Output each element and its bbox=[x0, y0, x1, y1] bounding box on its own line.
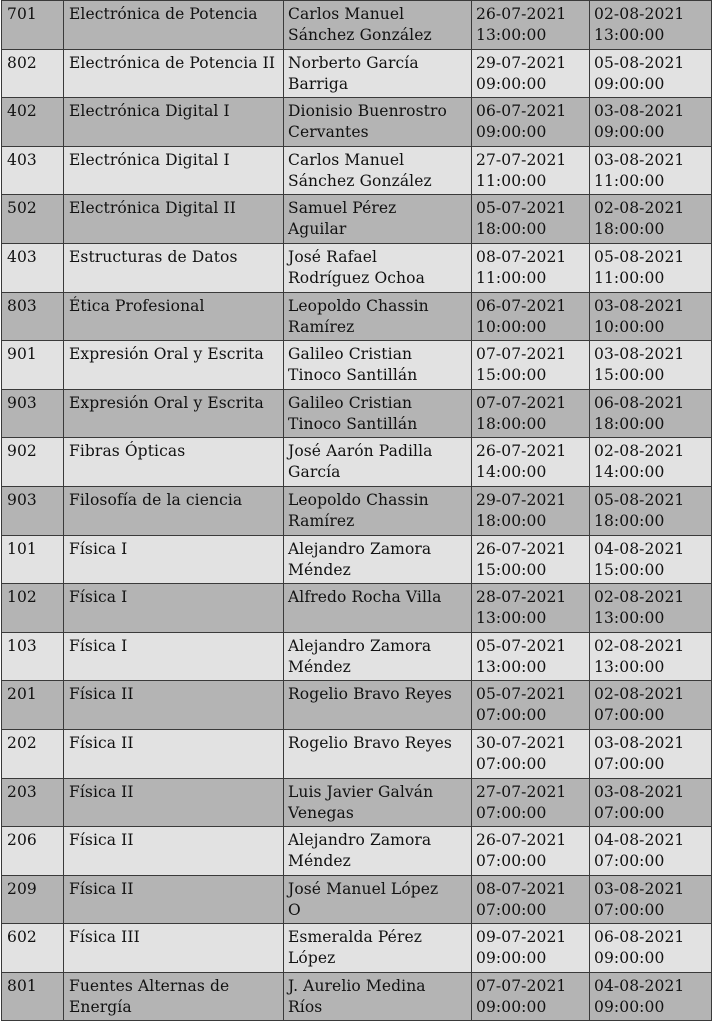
teacher-cell bbox=[284, 243, 472, 292]
end-date: 03-08-2021 bbox=[594, 296, 685, 315]
end-date: 05-08-2021 bbox=[594, 490, 685, 509]
subject-cell bbox=[64, 49, 284, 98]
subject-name: Electrónica Digital I bbox=[69, 150, 230, 169]
table-row bbox=[2, 875, 712, 924]
table-row bbox=[2, 341, 712, 390]
end-time: 09:00:00 bbox=[594, 949, 665, 968]
subject-name: Expresión Oral y Escrita bbox=[69, 345, 264, 364]
subject-name: Fuentes Alternas de Energía bbox=[69, 976, 230, 1016]
start-time: 07:00:00 bbox=[476, 852, 547, 871]
subject-cell bbox=[64, 875, 284, 924]
teacher-cell bbox=[284, 535, 472, 584]
group-number: 502 bbox=[7, 199, 37, 218]
group-number: 103 bbox=[7, 636, 37, 655]
teacher-cell bbox=[284, 924, 472, 973]
start-time: 09:00:00 bbox=[476, 74, 547, 93]
teacher-cell bbox=[284, 195, 472, 244]
group-cell bbox=[2, 875, 64, 924]
subject-name: Electrónica Digital I bbox=[69, 102, 230, 121]
teacher-name-line2: O bbox=[288, 900, 301, 919]
subject-cell bbox=[64, 389, 284, 438]
start-time: 18:00:00 bbox=[476, 414, 547, 433]
teacher-name-line2: Ramírez bbox=[288, 317, 355, 336]
group-number: 206 bbox=[7, 831, 37, 850]
subject-cell bbox=[64, 98, 284, 147]
teacher-name-line1: J. Aurelio Medina bbox=[288, 976, 426, 995]
teacher-name-line1: Galileo Cristian bbox=[288, 345, 413, 364]
table-row bbox=[2, 729, 712, 778]
teacher-name-line1: Alejandro Zamora bbox=[288, 539, 432, 558]
end-date: 04-08-2021 bbox=[594, 539, 685, 558]
group-cell bbox=[2, 292, 64, 341]
teacher-name-line2: Sánchez González bbox=[288, 171, 432, 190]
teacher-name-line2: Ríos bbox=[288, 997, 323, 1016]
start-date: 29-07-2021 bbox=[476, 53, 567, 72]
table-row bbox=[2, 778, 712, 827]
table-row bbox=[2, 98, 712, 147]
end-datetime-cell bbox=[590, 875, 712, 924]
end-datetime-cell bbox=[590, 292, 712, 341]
teacher-cell bbox=[284, 584, 472, 633]
start-date: 07-07-2021 bbox=[476, 393, 567, 412]
group-number: 202 bbox=[7, 733, 37, 752]
group-cell bbox=[2, 49, 64, 98]
group-cell bbox=[2, 1, 64, 50]
table-row bbox=[2, 681, 712, 730]
subject-name: Física II bbox=[69, 831, 134, 850]
end-datetime-cell bbox=[590, 438, 712, 487]
start-datetime-cell bbox=[472, 341, 590, 390]
table-row bbox=[2, 195, 712, 244]
teacher-name-line1: Esmeralda Pérez bbox=[288, 928, 422, 947]
start-datetime-cell bbox=[472, 146, 590, 195]
group-cell bbox=[2, 972, 64, 1021]
teacher-cell bbox=[284, 146, 472, 195]
start-datetime-cell bbox=[472, 195, 590, 244]
table-row bbox=[2, 584, 712, 633]
end-date: 02-08-2021 bbox=[594, 199, 685, 218]
end-date: 03-08-2021 bbox=[594, 782, 685, 801]
table-row bbox=[2, 632, 712, 681]
group-number: 901 bbox=[7, 345, 37, 364]
group-cell bbox=[2, 584, 64, 633]
end-time: 15:00:00 bbox=[594, 560, 665, 579]
end-datetime-cell bbox=[590, 1, 712, 50]
end-date: 02-08-2021 bbox=[594, 5, 685, 23]
teacher-name-line2: García bbox=[288, 463, 341, 482]
subject-name: Física I bbox=[69, 636, 128, 655]
start-datetime-cell bbox=[472, 49, 590, 98]
teacher-name-line1: José Aarón Padilla bbox=[288, 442, 433, 461]
start-time: 09:00:00 bbox=[476, 997, 547, 1016]
table-row bbox=[2, 389, 712, 438]
table-row bbox=[2, 49, 712, 98]
start-time: 07:00:00 bbox=[476, 900, 547, 919]
subject-name: Fibras Ópticas bbox=[69, 442, 186, 461]
teacher-name-line1: Leopoldo Chassin bbox=[288, 490, 429, 509]
teacher-name-line2: Cervantes bbox=[288, 123, 369, 142]
start-time: 13:00:00 bbox=[476, 609, 547, 628]
start-datetime-cell bbox=[472, 875, 590, 924]
table-row bbox=[2, 243, 712, 292]
start-date: 26-07-2021 bbox=[476, 5, 567, 23]
subject-cell bbox=[64, 1, 284, 50]
group-cell bbox=[2, 438, 64, 487]
teacher-name-line2: Ramírez bbox=[288, 511, 355, 530]
start-date: 09-07-2021 bbox=[476, 928, 567, 947]
teacher-name-line1: Alfredo Rocha Villa bbox=[288, 588, 442, 607]
end-time: 07:00:00 bbox=[594, 706, 665, 725]
end-date: 03-08-2021 bbox=[594, 733, 685, 752]
group-cell bbox=[2, 486, 64, 535]
end-time: 13:00:00 bbox=[594, 657, 665, 676]
subject-cell bbox=[64, 243, 284, 292]
start-time: 13:00:00 bbox=[476, 657, 547, 676]
end-time: 10:00:00 bbox=[594, 317, 665, 336]
subject-cell bbox=[64, 778, 284, 827]
group-cell bbox=[2, 924, 64, 973]
subject-cell bbox=[64, 292, 284, 341]
teacher-name-line1: Carlos Manuel bbox=[288, 5, 405, 23]
end-time: 11:00:00 bbox=[594, 171, 665, 190]
group-number: 903 bbox=[7, 393, 37, 412]
group-number: 903 bbox=[7, 490, 37, 509]
teacher-cell bbox=[284, 827, 472, 876]
group-cell bbox=[2, 632, 64, 681]
teacher-name-line1: Samuel Pérez bbox=[288, 199, 397, 218]
start-date: 26-07-2021 bbox=[476, 442, 567, 461]
end-datetime-cell bbox=[590, 98, 712, 147]
teacher-name-line1: Carlos Manuel bbox=[288, 150, 405, 169]
group-number: 203 bbox=[7, 782, 37, 801]
end-time: 07:00:00 bbox=[594, 754, 665, 773]
subject-name: Física II bbox=[69, 879, 134, 898]
start-time: 18:00:00 bbox=[476, 220, 547, 239]
end-date: 04-08-2021 bbox=[594, 976, 685, 995]
teacher-cell bbox=[284, 875, 472, 924]
start-date: 07-07-2021 bbox=[476, 345, 567, 364]
teacher-cell bbox=[284, 1, 472, 50]
start-date: 08-07-2021 bbox=[476, 247, 567, 266]
end-date: 06-08-2021 bbox=[594, 928, 685, 947]
teacher-name-line1: Alejandro Zamora bbox=[288, 636, 432, 655]
start-datetime-cell bbox=[472, 632, 590, 681]
group-cell bbox=[2, 681, 64, 730]
group-cell bbox=[2, 535, 64, 584]
teacher-name-line1: José Manuel López bbox=[288, 879, 439, 898]
subject-cell bbox=[64, 535, 284, 584]
group-number: 803 bbox=[7, 296, 37, 315]
end-time: 14:00:00 bbox=[594, 463, 665, 482]
subject-cell bbox=[64, 632, 284, 681]
group-number: 102 bbox=[7, 588, 37, 607]
subject-name: Electrónica de Potencia bbox=[69, 5, 258, 23]
start-datetime-cell bbox=[472, 1, 590, 50]
start-date: 06-07-2021 bbox=[476, 102, 567, 121]
teacher-name-line2: Méndez bbox=[288, 560, 351, 579]
start-time: 07:00:00 bbox=[476, 754, 547, 773]
end-time: 09:00:00 bbox=[594, 74, 665, 93]
end-time: 09:00:00 bbox=[594, 123, 665, 142]
table-row bbox=[2, 1, 712, 50]
subject-cell bbox=[64, 972, 284, 1021]
subject-cell bbox=[64, 195, 284, 244]
group-cell bbox=[2, 146, 64, 195]
teacher-cell bbox=[284, 389, 472, 438]
start-datetime-cell bbox=[472, 438, 590, 487]
schedule-table bbox=[1, 0, 712, 1021]
end-time: 11:00:00 bbox=[594, 268, 665, 287]
end-date: 02-08-2021 bbox=[594, 588, 685, 607]
end-time: 07:00:00 bbox=[594, 803, 665, 822]
subject-cell bbox=[64, 146, 284, 195]
teacher-name-line2: Aguilar bbox=[288, 220, 347, 239]
end-date: 02-08-2021 bbox=[594, 442, 685, 461]
start-time: 15:00:00 bbox=[476, 560, 547, 579]
subject-cell bbox=[64, 924, 284, 973]
subject-name: Física II bbox=[69, 733, 134, 752]
teacher-name-line1: Luis Javier Galván bbox=[288, 782, 434, 801]
group-number: 201 bbox=[7, 685, 37, 704]
teacher-cell bbox=[284, 632, 472, 681]
start-datetime-cell bbox=[472, 972, 590, 1021]
teacher-cell bbox=[284, 486, 472, 535]
end-time: 18:00:00 bbox=[594, 220, 665, 239]
group-number: 801 bbox=[7, 976, 37, 995]
start-time: 14:00:00 bbox=[476, 463, 547, 482]
group-number: 209 bbox=[7, 879, 37, 898]
end-date: 03-08-2021 bbox=[594, 150, 685, 169]
start-datetime-cell bbox=[472, 389, 590, 438]
group-number: 403 bbox=[7, 247, 37, 266]
start-time: 11:00:00 bbox=[476, 268, 547, 287]
group-cell bbox=[2, 341, 64, 390]
end-date: 04-08-2021 bbox=[594, 831, 685, 850]
start-date: 28-07-2021 bbox=[476, 588, 567, 607]
teacher-name-line1: Norberto García bbox=[288, 53, 419, 72]
end-datetime-cell bbox=[590, 632, 712, 681]
end-datetime-cell bbox=[590, 243, 712, 292]
end-datetime-cell bbox=[590, 778, 712, 827]
start-date: 27-07-2021 bbox=[476, 150, 567, 169]
group-number: 701 bbox=[7, 5, 37, 23]
table-row bbox=[2, 146, 712, 195]
subject-name: Física I bbox=[69, 588, 128, 607]
teacher-name-line2: Barriga bbox=[288, 74, 349, 93]
subject-cell bbox=[64, 486, 284, 535]
start-date: 30-07-2021 bbox=[476, 733, 567, 752]
end-datetime-cell bbox=[590, 924, 712, 973]
subject-name: Física II bbox=[69, 685, 134, 704]
group-number: 602 bbox=[7, 928, 37, 947]
start-time: 07:00:00 bbox=[476, 803, 547, 822]
subject-name: Filosofía de la ciencia bbox=[69, 490, 243, 509]
end-datetime-cell bbox=[590, 49, 712, 98]
end-datetime-cell bbox=[590, 729, 712, 778]
end-datetime-cell bbox=[590, 827, 712, 876]
teacher-name-line1: Rogelio Bravo Reyes bbox=[288, 733, 452, 752]
start-date: 29-07-2021 bbox=[476, 490, 567, 509]
end-datetime-cell bbox=[590, 681, 712, 730]
end-time: 07:00:00 bbox=[594, 900, 665, 919]
subject-name: Ética Profesional bbox=[69, 296, 205, 315]
start-date: 08-07-2021 bbox=[476, 879, 567, 898]
start-time: 10:00:00 bbox=[476, 317, 547, 336]
teacher-name-line2: Méndez bbox=[288, 657, 351, 676]
teacher-name-line1: Rogelio Bravo Reyes bbox=[288, 685, 452, 704]
group-number: 902 bbox=[7, 442, 37, 461]
teacher-cell bbox=[284, 972, 472, 1021]
teacher-name-line1: Dionisio Buenrostro bbox=[288, 102, 447, 121]
group-cell bbox=[2, 243, 64, 292]
end-time: 15:00:00 bbox=[594, 366, 665, 385]
start-time: 15:00:00 bbox=[476, 366, 547, 385]
subject-name: Física III bbox=[69, 928, 140, 947]
start-datetime-cell bbox=[472, 535, 590, 584]
subject-name: Estructuras de Datos bbox=[69, 247, 238, 266]
start-datetime-cell bbox=[472, 584, 590, 633]
end-datetime-cell bbox=[590, 535, 712, 584]
group-cell bbox=[2, 729, 64, 778]
group-number: 802 bbox=[7, 53, 37, 72]
subject-name: Expresión Oral y Escrita bbox=[69, 393, 264, 412]
group-cell bbox=[2, 389, 64, 438]
teacher-name-line2: Rodríguez Ochoa bbox=[288, 268, 425, 287]
end-date: 05-08-2021 bbox=[594, 247, 685, 266]
end-time: 07:00:00 bbox=[594, 852, 665, 871]
end-date: 05-08-2021 bbox=[594, 53, 685, 72]
table-row bbox=[2, 438, 712, 487]
subject-name: Electrónica Digital II bbox=[69, 199, 236, 218]
start-datetime-cell bbox=[472, 827, 590, 876]
teacher-name-line2: Tinoco Santillán bbox=[288, 366, 418, 385]
subject-cell bbox=[64, 729, 284, 778]
start-datetime-cell bbox=[472, 98, 590, 147]
group-cell bbox=[2, 98, 64, 147]
schedule-table-body bbox=[2, 1, 712, 1021]
start-date: 06-07-2021 bbox=[476, 296, 567, 315]
start-date: 05-07-2021 bbox=[476, 636, 567, 655]
subject-name: Electrónica de Potencia II bbox=[69, 53, 276, 72]
end-datetime-cell bbox=[590, 341, 712, 390]
subject-cell bbox=[64, 584, 284, 633]
teacher-cell bbox=[284, 729, 472, 778]
end-date: 03-08-2021 bbox=[594, 879, 685, 898]
table-row bbox=[2, 535, 712, 584]
end-datetime-cell bbox=[590, 389, 712, 438]
start-datetime-cell bbox=[472, 292, 590, 341]
group-number: 101 bbox=[7, 539, 37, 558]
end-datetime-cell bbox=[590, 146, 712, 195]
end-datetime-cell bbox=[590, 486, 712, 535]
start-datetime-cell bbox=[472, 681, 590, 730]
teacher-name-line2: Méndez bbox=[288, 852, 351, 871]
end-time: 18:00:00 bbox=[594, 414, 665, 433]
group-number: 403 bbox=[7, 150, 37, 169]
start-time: 09:00:00 bbox=[476, 123, 547, 142]
end-date: 03-08-2021 bbox=[594, 102, 685, 121]
end-date: 03-08-2021 bbox=[594, 345, 685, 364]
teacher-cell bbox=[284, 778, 472, 827]
group-number: 402 bbox=[7, 102, 37, 121]
start-datetime-cell bbox=[472, 243, 590, 292]
start-date: 27-07-2021 bbox=[476, 782, 567, 801]
end-date: 02-08-2021 bbox=[594, 636, 685, 655]
start-date: 05-07-2021 bbox=[476, 685, 567, 704]
table-row bbox=[2, 924, 712, 973]
subject-name: Física I bbox=[69, 539, 128, 558]
subject-cell bbox=[64, 681, 284, 730]
end-time: 13:00:00 bbox=[594, 26, 665, 44]
start-date: 26-07-2021 bbox=[476, 831, 567, 850]
subject-cell bbox=[64, 438, 284, 487]
teacher-cell bbox=[284, 49, 472, 98]
end-datetime-cell bbox=[590, 584, 712, 633]
start-time: 11:00:00 bbox=[476, 171, 547, 190]
teacher-name-line2: López bbox=[288, 949, 336, 968]
end-date: 02-08-2021 bbox=[594, 685, 685, 704]
subject-name: Física II bbox=[69, 782, 134, 801]
teacher-name-line2: Venegas bbox=[288, 803, 354, 822]
teacher-name-line1: José Rafael bbox=[288, 247, 378, 266]
teacher-name-line1: Alejandro Zamora bbox=[288, 831, 432, 850]
teacher-cell bbox=[284, 681, 472, 730]
teacher-cell bbox=[284, 292, 472, 341]
teacher-name-line1: Galileo Cristian bbox=[288, 393, 413, 412]
end-time: 18:00:00 bbox=[594, 511, 665, 530]
end-date: 06-08-2021 bbox=[594, 393, 685, 412]
group-cell bbox=[2, 827, 64, 876]
teacher-cell bbox=[284, 438, 472, 487]
end-time: 09:00:00 bbox=[594, 997, 665, 1016]
start-time: 09:00:00 bbox=[476, 949, 547, 968]
end-time: 13:00:00 bbox=[594, 609, 665, 628]
start-time: 13:00:00 bbox=[476, 26, 547, 44]
end-datetime-cell bbox=[590, 195, 712, 244]
table-row bbox=[2, 486, 712, 535]
start-date: 07-07-2021 bbox=[476, 976, 567, 995]
start-datetime-cell bbox=[472, 924, 590, 973]
start-date: 26-07-2021 bbox=[476, 539, 567, 558]
start-date: 05-07-2021 bbox=[476, 199, 567, 218]
start-datetime-cell bbox=[472, 729, 590, 778]
teacher-cell bbox=[284, 341, 472, 390]
end-datetime-cell bbox=[590, 972, 712, 1021]
group-cell bbox=[2, 778, 64, 827]
subject-cell bbox=[64, 341, 284, 390]
start-datetime-cell bbox=[472, 778, 590, 827]
teacher-name-line2: Tinoco Santillán bbox=[288, 414, 418, 433]
table-row bbox=[2, 972, 712, 1021]
teacher-cell bbox=[284, 98, 472, 147]
start-time: 18:00:00 bbox=[476, 511, 547, 530]
teacher-name-line2: Sánchez González bbox=[288, 26, 432, 44]
teacher-name-line1: Leopoldo Chassin bbox=[288, 296, 429, 315]
start-datetime-cell bbox=[472, 486, 590, 535]
group-cell bbox=[2, 195, 64, 244]
table-row bbox=[2, 292, 712, 341]
start-time: 07:00:00 bbox=[476, 706, 547, 725]
table-row bbox=[2, 827, 712, 876]
subject-cell bbox=[64, 827, 284, 876]
